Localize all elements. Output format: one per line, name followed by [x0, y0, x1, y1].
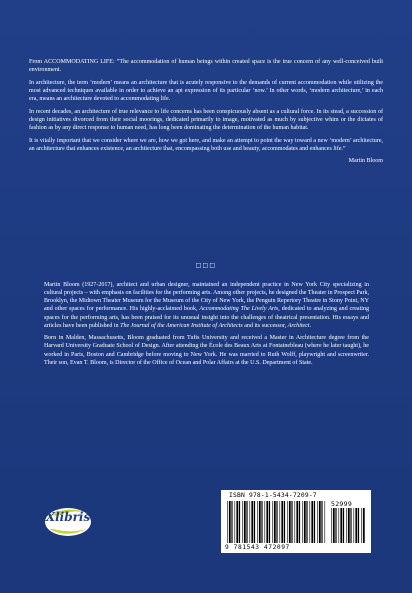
- price-code: 52999: [331, 500, 353, 508]
- journal-title: The Journal of the American Institute of Architects: [120, 322, 243, 329]
- bio-text: .: [309, 322, 312, 329]
- isbn-barcode: [221, 490, 371, 553]
- journal-successor-title: Architect: [287, 322, 310, 329]
- price-barcode-icon: [331, 508, 365, 543]
- bio-text: Martin Bloom (1927-2017), architect and urban designer, maintained an independent practice in New York City specializing in cultural projects – with emphasis on facilities for the performing arts. Among other projects, he designed the Theater in Prospect Park, Brooklyn, the Midtown Theater Museum for the Museum of the City of New York, the Penguin Repertory Theatre in Stony Point, NY and other spaces for performance. His highly-acclaimed book,: [44, 282, 369, 313]
- isbn-number: ISBN 978-1-5434-7209-7: [229, 492, 317, 499]
- publisher-logo-text: Xlibris: [45, 510, 91, 524]
- quote-paragraph: It is vitally important that we consider where we are, how we got here, and make an attempt to point the way toward a new ‘modern’ architecture, an architecture that enhances existence, an architecture that, encompassing both use and beauty, accommodates and enhances life.”: [29, 138, 383, 153]
- quote-paragraph: In architecture, the term ‘modern’ means an architecture that is acutely responsive to the demands of current accommodation while utilizing the most advanced techniques available in order to achieve an apt expression of its particular ‘now.’ In other words, ‘modern architecture,’ in each era, means an architecture devoted to accommodating life.: [29, 79, 383, 103]
- quote-section: [29, 58, 383, 170]
- barcode-digits: 9 781543 472097: [225, 544, 290, 551]
- section-divider: □□□: [195, 262, 217, 269]
- quote-paragraph: In recent decades, an architecture of true relevance to life concerns has been conspicuously absent as a cultural force. In its stead, a succession of design initiatives divorced from their social moorings, dedicated primarily to image, motivated as much by subjective whim or the dictates of fashion as by any direct response to human need, has long been dominating the determination of the human habitat.: [29, 108, 383, 132]
- book-title: Accommodating The Lively Arts: [199, 306, 279, 313]
- quote-paragraph: From ACCOMMODATING LIFE: “The accommodation of human beings within created space is the true concern of any well-conceived built environment.: [29, 59, 383, 74]
- barcode-icon: [227, 501, 326, 543]
- author-bio: [44, 281, 369, 371]
- publisher-logo: [43, 503, 93, 540]
- bio-paragraph: [44, 281, 369, 330]
- bio-text: , dedicated to analyzing and creating spaces for the performing arts, has been praised for its unusual insight into the challenges of theatrical presentation. His essays and articles have been published in: [44, 306, 369, 329]
- bio-paragraph: Born in Malden, Massachusetts, Bloom graduated from Tufts University and received a Master in Architecture degree from the Harvard University Graduate School of Design. After attending the École des Beaux Arts at Fontainebleau (where he later taught), he worked in Paris, Boston and Cambridge before moving to New York. He was married to Ruth Wolff, playwright and screenwriter. Their son, Evan T. Bloom, is Director of the Office of Ocean and Polar Affairs at the U.S. Department of State.: [44, 335, 369, 366]
- quote-signature: Martin Bloom: [348, 157, 383, 164]
- bio-text: and its successor,: [242, 322, 288, 329]
